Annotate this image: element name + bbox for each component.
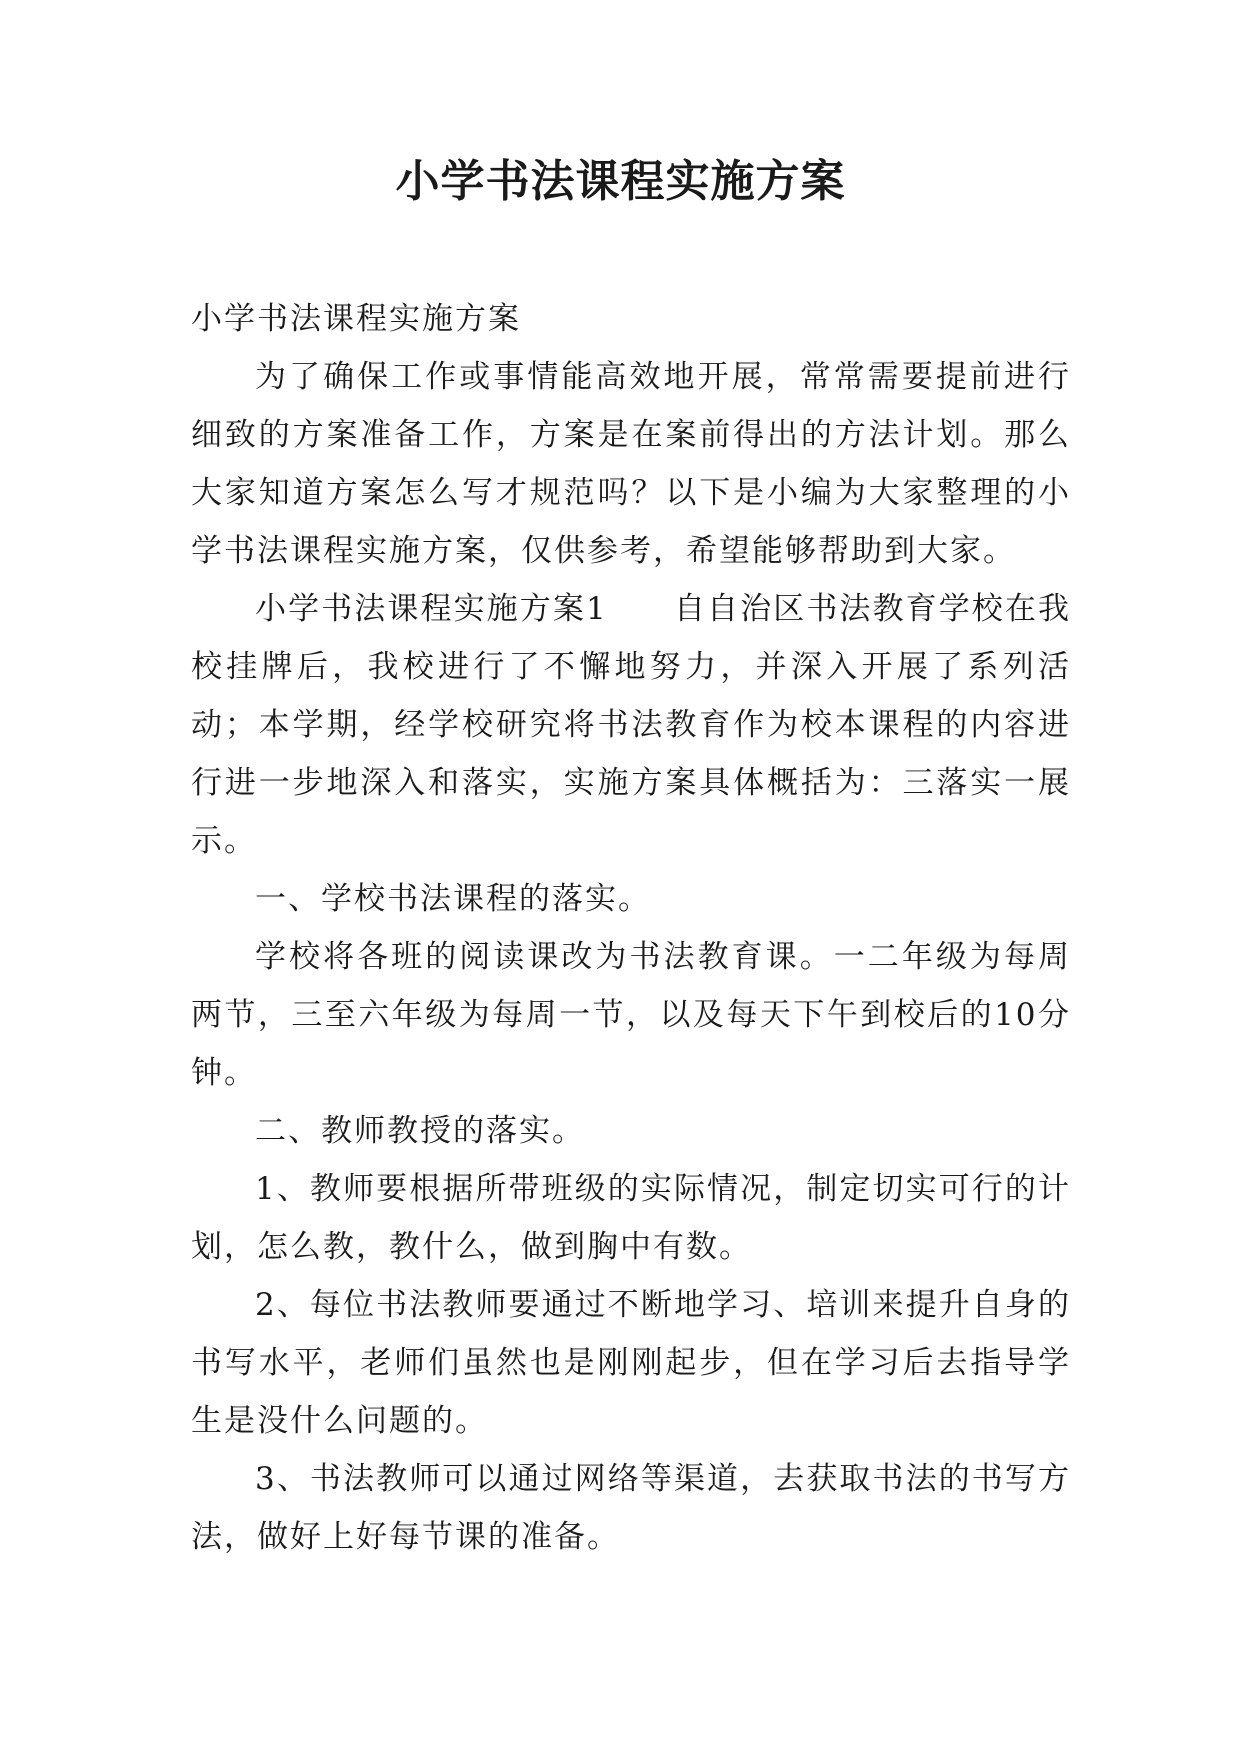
paragraph-plan-1: 小学书法课程实施方案1 自自治区书法教育学校在我校挂牌后，我校进行了不懈地努力，并深入开展了系列活动；本学期，经学校研究将书法教育作为校本课程的内容进行进一步地深入和落实，实施方案具体概括为：三落实一展示。: [191, 591, 1071, 859]
document-body: [191, 290, 1071, 1566]
section-heading-1: 一、学校书法课程的落实。: [255, 881, 651, 917]
paragraph-item-3: 3、书法教师可以通过网络等渠道，去获取书法的书写方法，做好上好每节课的准备。: [191, 1461, 1071, 1555]
document-title: 小学书法课程实施方案: [395, 156, 846, 207]
section-heading-2: 二、教师教授的落实。: [255, 1113, 585, 1149]
paragraph-item-1: 1、教师要根据所带班级的实际情况，制定切实可行的计划，怎么教，教什么，做到胸中有数。: [191, 1171, 1071, 1265]
paragraph-item-2: 2、每位书法教师要通过不断地学习、培训来提升自身的书写水平，老师们虽然也是刚刚起步，但在学习后去指导学生是没什么问题的。: [191, 1287, 1071, 1439]
paragraph-intro: 为了确保工作或事情能高效地开展，常常需要提前进行细致的方案准备工作，方案是在案前得出的方法计划。那么大家知道方案怎么写才规范吗？以下是小编为大家整理的小学书法课程实施方案，仅供参考，希望能够帮助到大家。: [191, 359, 1071, 569]
paragraph-course-schedule: 学校将各班的阅读课改为书法教育课。一二年级为每周两节，三至六年级为每周一节，以及每天下午到校后的10分钟。: [191, 939, 1071, 1091]
document-subtitle: 小学书法课程实施方案: [191, 301, 521, 337]
